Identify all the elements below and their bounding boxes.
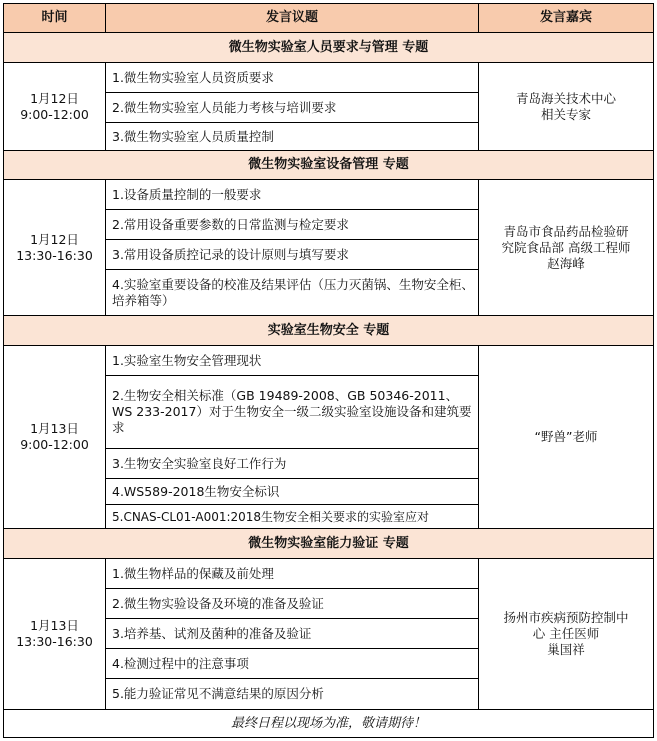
header-topic: 发言议题 [105, 3, 479, 33]
section-title: 微生物实验室人员要求与管理 专题 [3, 32, 654, 63]
agenda-item: 3.微生物实验室人员质量控制 [105, 122, 479, 151]
header-time: 时间 [3, 3, 106, 33]
guest-line: 赵海峰 [547, 255, 585, 271]
guest-line: 究院食品部 高级工程师 [501, 239, 631, 255]
session-time [3, 345, 106, 529]
agenda-item: 1.微生物样品的保藏及前处理 [105, 558, 479, 589]
session-hours: 9:00-12:00 [20, 437, 89, 452]
agenda-item: 4.实验室重要设备的校准及结果评估（压力灭菌锅、生物安全柜、培养箱等） [105, 269, 479, 316]
guest-cell [478, 558, 654, 710]
guest-line: 相关专家 [540, 106, 591, 122]
agenda-table [3, 3, 654, 738]
agenda-item: 1.微生物实验室人员资质要求 [105, 62, 479, 93]
session-time [3, 62, 106, 151]
session-hours: 13:30-16:30 [16, 634, 93, 649]
guest-line: 青岛海关技术中心 [515, 90, 616, 106]
agenda-item: 5.CNAS-CL01-A001:2018生物安全相关要求的实验室应对 [105, 504, 479, 529]
agenda-item: 4.WS589-2018生物安全标识 [105, 478, 479, 505]
session-hours: 13:30-16:30 [16, 247, 93, 263]
section-title: 微生物实验室设备管理 专题 [3, 150, 654, 180]
session-date: 1月13日 [30, 421, 79, 436]
session-date: 1月12日 [30, 231, 79, 247]
guest-line: 扬州市疾病预防控制中 [503, 610, 629, 625]
session-hours: 9:00-12:00 [20, 106, 89, 122]
section-title: 实验室生物安全 专题 [3, 315, 654, 346]
header-guest: 发言嘉宾 [478, 3, 654, 33]
agenda-item: 2.常用设备重要参数的日常监测与检定要求 [105, 209, 479, 240]
guest-cell [478, 179, 654, 316]
agenda-item: 3.生物安全实验室良好工作行为 [105, 448, 479, 479]
section-title: 微生物实验室能力验证 专题 [3, 528, 654, 559]
agenda-item: 2.微生物实验室人员能力考核与培训要求 [105, 92, 479, 123]
agenda-item: 1.实验室生物安全管理现状 [105, 345, 479, 376]
guest-line: “野兽”老师 [534, 429, 598, 444]
agenda-item: 4.检测过程中的注意事项 [105, 648, 479, 679]
agenda-item: 1.设备质量控制的一般要求 [105, 179, 479, 210]
agenda-item: 3.常用设备质控记录的设计原则与填写要求 [105, 239, 479, 270]
session-time [3, 558, 106, 710]
guest-cell [478, 345, 654, 529]
session-date: 1月13日 [30, 618, 79, 633]
agenda-item: 2.生物安全相关标准（GB 19489-2008、GB 50346-2011、WS 233-2017）对于生物安全一级二级实验室设施设备和建筑要求 [105, 375, 479, 449]
guest-line: 心 主任医师 [532, 626, 600, 641]
session-time [3, 179, 106, 316]
guest-line: 青岛市食品药品检验研 [503, 223, 629, 239]
footer-note: 最终日程以现场为准，敬请期待！ [3, 709, 654, 738]
guest-line: 巢国祥 [547, 642, 585, 657]
session-date: 1月12日 [30, 90, 79, 106]
agenda-item: 3.培养基、试剂及菌种的准备及验证 [105, 618, 479, 649]
guest-cell [478, 62, 654, 151]
agenda-item: 5.能力验证常见不满意结果的原因分析 [105, 678, 479, 710]
agenda-item: 2.微生物实验设备及环境的准备及验证 [105, 588, 479, 619]
